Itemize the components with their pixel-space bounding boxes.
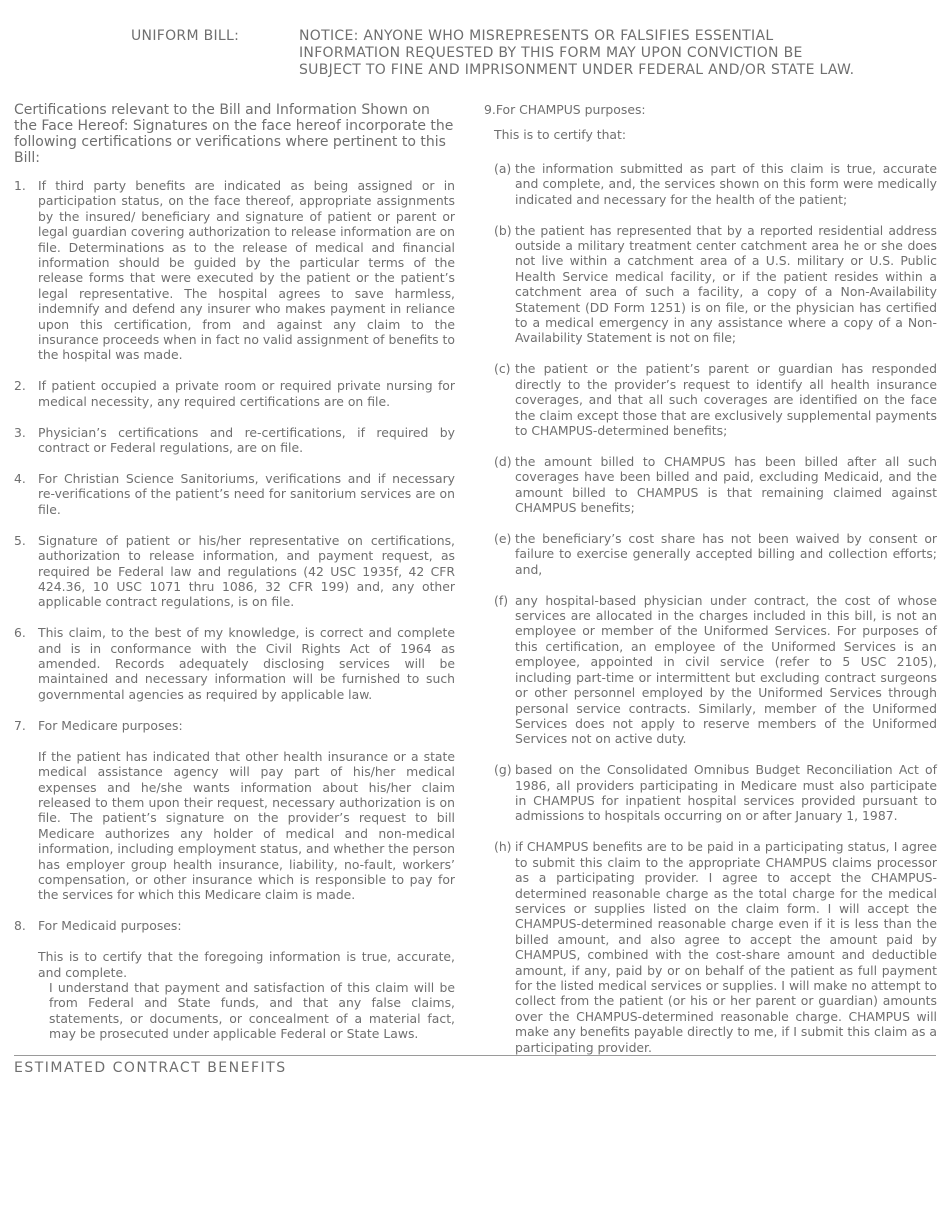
item-text: Signature of patient or his/her representative on certifications, authorization to release information, and payment request, as required be Federal law and regulations (42 USC 1935f, 42 CFR 424.36, 10 USC 1071 thru 1086, 32 CFR 199) and, any other applicable contract regulations, is on file. bbox=[38, 532, 455, 610]
item-text: based on the Consolidated Omnibus Budget Reconciliation Act of 1986, all providers participating in Medicare must also participate in CHAMPUS for inpatient hospital services provided pursuant to admissions to hospitals occurring on or after January 1, 1987. bbox=[515, 762, 937, 824]
item-letter: (d) bbox=[494, 453, 512, 469]
uniform-bill-label: UNIFORM BILL: bbox=[131, 28, 240, 44]
item-letter: (e) bbox=[494, 530, 512, 546]
certifications-left-column bbox=[14, 102, 455, 1057]
certification-item bbox=[14, 471, 455, 517]
estimated-contract-benefits-label: ESTIMATED CONTRACT BENEFITS bbox=[14, 1060, 287, 1076]
certification-item bbox=[14, 425, 455, 456]
item-text: If third party benefits are indicated as being assigned or in participation status, on the face thereof, appropriate assignments by the insured/ beneficiary and signature of patient or parent or legal guardian covering authorization to release information are on file. Determinations as to the release of medical and financial information should be guided by the particular terms of the release forms that were executed by the patient or the patient’s legal representative. The hospital agrees to save harmless, indemnify and defend any insurer who makes payment in reliance upon this certification, from and against any claim to the insurance proceeds when in fact no valid assignment of benefits to the hospital was made. bbox=[38, 178, 455, 363]
item-text: the patient has represented that by a reported residential address outside a military treatment center catchment area he or she does not live within a catchment area of a U.S. military or U.S. Public Health Service medical facility, or if the patient resides within a catchment area of such a facility, a copy of a Non-Availability Statement (DD Form 1251) is on file, or the physician has certified to a medical emergency in any assistance where a copy of a Non-Availability Statement is not on file; bbox=[515, 222, 937, 346]
item-text: This claim, to the best of my knowledge, is correct and complete and is in conformance with the Civil Rights Act of 1964 as amended. Records adequately disclosing services will be maintained and necessary information will be furnished to such governmental agencies as required by applicable law. bbox=[38, 625, 455, 702]
champus-right-column bbox=[484, 102, 937, 1071]
item-text: any hospital-based physician under contract, the cost of whose services are allocated in the charges included in this bill, is not an employee or member of the Uniformed Services. For purposes of this certification, an employee of the Uniformed Services is an employee, appointed in civil service (refer to 5 USC 2105), including part-time or intermittent but excluding contract surgeons or other personnel employed by the Uniformed Services through personal service contracts. Similarly, member of the Uniformed Services does not apply to reserve members of the Uniformed Services not on active duty. bbox=[515, 592, 937, 747]
item-letter: (f) bbox=[494, 592, 509, 608]
item-letter: (h) bbox=[494, 839, 512, 855]
notice-line: SUBJECT TO FINE AND IMPRISONMENT UNDER FEDERAL AND/OR STATE LAW. bbox=[299, 62, 855, 78]
champus-item bbox=[484, 161, 937, 207]
item-text: the amount billed to CHAMPUS has been billed after all such coverages have been billed and paid, excluding Medicaid, and the amount billed to CHAMPUS is that remaining claimed against CHAMPUS benefits; bbox=[515, 453, 937, 516]
notice-line: NOTICE: ANYONE WHO MISREPRESENTS OR FALSIFIES ESSENTIAL bbox=[299, 28, 774, 44]
item-number: 2. bbox=[14, 378, 26, 394]
item-text: the beneficiary’s cost share has not been waived by consent or failure to exercise generally accepted billing and collection efforts; and, bbox=[515, 530, 937, 577]
item-number: 4. bbox=[14, 471, 26, 486]
item-text: the patient or the patient’s parent or guardian has responded directly to the provider’s request to identify all health insurance coverages, and that all such coverages are identified on the face the claim except those that are exclusively supplemental payments to CHAMPUS-determined benefits; bbox=[515, 361, 937, 438]
item-number: 8. bbox=[14, 918, 26, 934]
item-letter: (g) bbox=[494, 762, 512, 778]
item-subtext: I understand that payment and satisfaction of this claim will be from Federal and State funds, and that any false claims, statements, or documents, or concealment of a material fact, may be prosecuted under applicable Federal or State Laws. bbox=[49, 979, 455, 1042]
champus-item bbox=[484, 454, 937, 516]
item-text: the information submitted as part of this claim is true, accurate and complete, and, the services shown on this form were medically indicated and necessary for the health of the patient; bbox=[515, 160, 937, 207]
item-number: 6. bbox=[14, 625, 26, 641]
item-heading: For Medicare purposes: bbox=[38, 717, 183, 733]
certification-item bbox=[14, 378, 455, 409]
item-letter: (b) bbox=[494, 222, 512, 238]
item-number: 5. bbox=[14, 532, 26, 548]
certification-item bbox=[14, 625, 455, 702]
certification-item bbox=[14, 533, 455, 610]
item-text: This is to certify that the foregoing information is true, accurate, and complete. bbox=[38, 949, 455, 980]
champus-heading: 9.For CHAMPUS purposes: bbox=[484, 102, 646, 117]
certifications-intro: Certifications relevant to the Bill and Information Shown on the Face Hereof: Signatures on the face hereof incorporate the following certifications or verifications where pertinent to this Bill: bbox=[14, 102, 454, 166]
item-text: Physician’s certifications and re-certifications, if required by contract or Federal regulations, are on file. bbox=[38, 424, 455, 456]
item-number: 7. bbox=[14, 717, 26, 733]
champus-intro: This is to certify that: bbox=[494, 127, 627, 143]
medicare-certification-item bbox=[14, 718, 455, 903]
item-number: 1. bbox=[14, 178, 26, 193]
champus-item bbox=[484, 593, 937, 747]
form-header bbox=[0, 28, 950, 84]
champus-item bbox=[484, 531, 937, 577]
item-letter: (a) bbox=[494, 160, 512, 176]
item-text: if CHAMPUS benefits are to be paid in a participating status, I agree to submit this claim to the appropriate CHAMPUS claims processor as a participating provider. I agree to accept the CHAMPUS-determined reasonable charge as the total charge for the medical services or supplies listed on the claim form. I will accept the CHAMPUS-determined reasonable charge even if it is less than the billed amount, and also agree to accept the amount paid by CHAMPUS, combined with the cost-share amount and deductible amount, if any, paid by or on behalf of the patient as full payment for the listed medical services or supplies. I will make no attempt to collect from the patient (or his or her parent or guardian) amounts over the CHAMPUS-determined reasonable charge. CHAMPUS will make any benefits payable directly to me, if I submit this claim as a participating provider. bbox=[515, 839, 937, 1055]
fraud-notice bbox=[299, 28, 919, 79]
champus-item bbox=[484, 223, 937, 346]
notice-line: INFORMATION REQUESTED BY THIS FORM MAY UPON CONVICTION BE bbox=[299, 45, 803, 61]
certification-item bbox=[14, 178, 455, 363]
item-number: 3. bbox=[14, 424, 26, 440]
section-divider bbox=[14, 1055, 936, 1056]
medicaid-certification-item bbox=[14, 918, 455, 1041]
champus-item bbox=[484, 361, 937, 438]
champus-item bbox=[484, 762, 937, 824]
item-letter: (c) bbox=[494, 361, 511, 377]
item-heading: For Medicaid purposes: bbox=[38, 918, 182, 934]
champus-item bbox=[484, 839, 937, 1055]
item-text: If patient occupied a private room or required private nursing for medical necessity, any required certifications are on file. bbox=[38, 378, 455, 409]
item-text: If the patient has indicated that other health insurance or a state medical assistance agency will pay part of his/her medical expenses and he/she wants information about his/her claim released to them upon their request, necessary authorization is on file. The patient’s signature on the provider’s request to bill Medicare authorizes any holder of medical and non-medical information, including employment status, and whether the person has employer group health insurance, liability, no-fault, workers’ compensation, or other insurance which is responsible to pay for the services for which this Medicare claim is made. bbox=[38, 748, 455, 903]
item-text: For Christian Science Sanitoriums, verifications and if necessary re-verifications of the patient’s need for sanitorium services are on file. bbox=[38, 471, 455, 517]
